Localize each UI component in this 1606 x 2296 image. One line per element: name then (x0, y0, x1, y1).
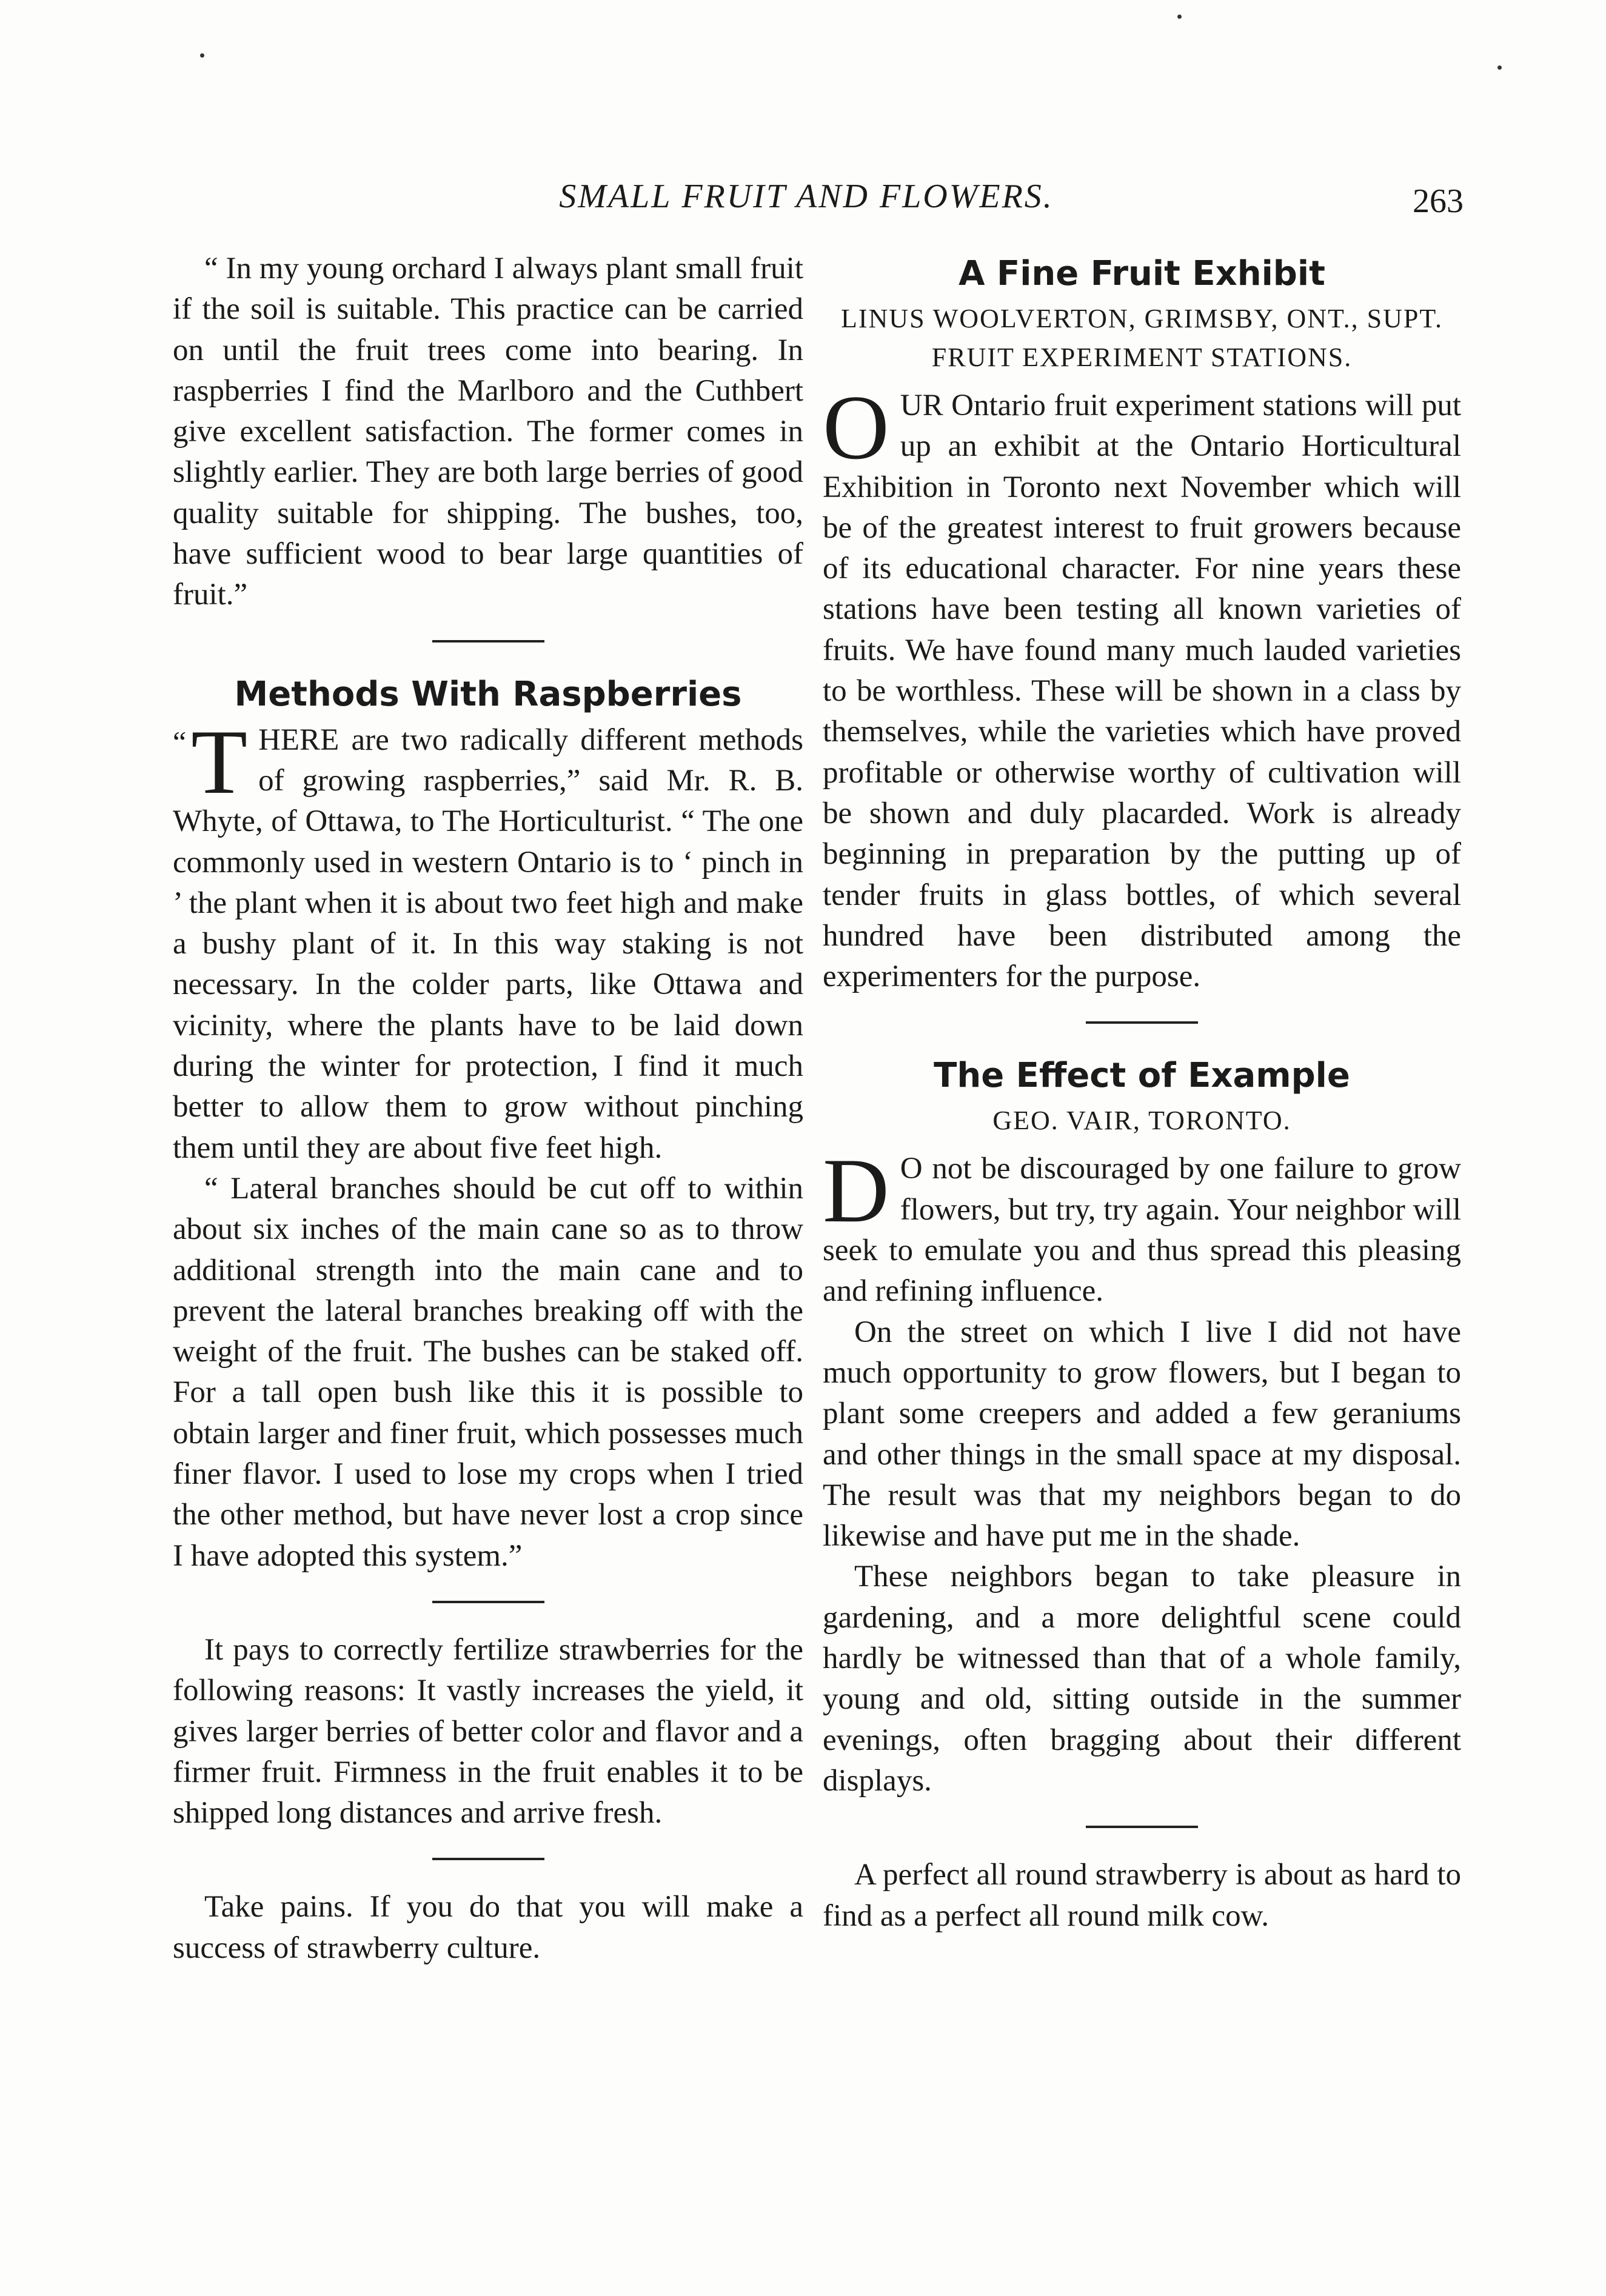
running-title: SMALL FRUIT AND FLOWERS. (559, 178, 1054, 215)
effect-of-example-paragraph-2: On the street on which I live I did not have much opportunity to grow flowers, but I began to plant some creepers and added a few geraniums and other things in the small space at my disposal. The result was that my neighbors began to do likewise and have put me in the shade. (823, 1315, 1461, 1553)
section-divider (1086, 1826, 1198, 1828)
section-divider (1086, 1021, 1198, 1024)
left-column (173, 249, 803, 1969)
fruit-exhibit-paragraph (823, 376, 1461, 997)
effect-of-example-heading: The Effect of Example (934, 1056, 1350, 1096)
fruit-exhibit-byline: LINUS WOOLVERTON, GRIMSBY, ONT., SUPT. (841, 304, 1443, 333)
raspberries-paragraph-2: “ Lateral branches should be cut off to within about six inches of the main cane so as to throw additional strength into the main cane and to prevent the lateral branches breaking off with the weight of the fruit. The bushes can be staked off. For a tall open bush like this it is possible to obtain larger and finer fruit, which possesses much finer flavor. I used to lose my crops when I tried the other method, but have never lost a crop since I have adopted this system.” (173, 1171, 803, 1573)
print-speck (200, 53, 204, 58)
raspberries-article (173, 669, 803, 1577)
fruit-exhibit-byline-2: FRUIT EXPERIMENT STATIONS. (931, 342, 1353, 372)
section-divider (432, 1858, 544, 1860)
opening-quote-mark: “ (173, 724, 187, 759)
raspberries-paragraph-1 (173, 710, 803, 1169)
drop-cap-letter: T (191, 710, 248, 813)
fruit-exhibit-heading: A Fine Fruit Exhibit (959, 254, 1325, 293)
effect-of-example-article (823, 1050, 1461, 1801)
take-pains-paragraph: Take pains. If you do that you will make a success of strawberry culture. (173, 1890, 803, 1965)
fruit-exhibit-article (823, 249, 1461, 997)
drop-cap-letter: O (823, 376, 889, 478)
effect-of-example-paragraph-1 (823, 1140, 1461, 1312)
page-number: 263 (1413, 182, 1464, 220)
fruit-exhibit-paragraph-text: UR Ontario fruit experiment stations will put up an exhibit at the Ontario Horticultural Exhibition in Toronto next November which will be of the greatest interest to fruit growers because of its educational character. For nine years these stations have been testing all known varieties of fruits. We have found many much lauded varieties to be worthless. These will be shown in a class by themselves, while the varieties which have proved profitable or otherwise worthy of cultivation will be shown and duly placarded. Work is already beginning in preparation by the putting up of tender fruits in glass bottles, of which several hundred have been distributed among the experimenters for the purpose. (823, 389, 1461, 994)
print-speck (1497, 65, 1502, 70)
section-divider (432, 1601, 544, 1603)
effect-of-example-byline: GEO. VAIR, TORONTO. (992, 1106, 1291, 1136)
effect-of-example-paragraph-1-text: O not be discouraged by one failure to grow flowers, but try, try again. Your neighbor will seek to emulate you and thus spread this pleasing and refining influence. (823, 1152, 1461, 1309)
print-speck (1177, 15, 1182, 19)
orchard-quote-paragraph: “ In my young orchard I always plant small fruit if the soil is suitable. This practice can be carried on until the fruit trees come into bearing. In raspberries I find the Marlboro and the Cuthbert give excellent satisfaction. The former comes in slightly earlier. They are both large berries of good quality suitable for shipping. The bushes, too, have sufficient wood to bear large quantities of fruit.” (173, 252, 803, 612)
fertilize-paragraph: It pays to correctly fertilize strawberries for the following reasons: It vastly increases the yield, it gives larger berries of better color and flavor and a firmer fruit. Firmness in the fruit enables it to be shipped long distances and arrive fresh. (173, 1632, 803, 1830)
strawberry-paragraph: A perfect all round strawberry is about as hard to find as a perfect all round milk cow. (823, 1858, 1461, 1933)
drop-cap-letter: D (823, 1140, 889, 1242)
raspberries-heading: Methods With Raspberries (234, 674, 742, 714)
right-column (823, 249, 1461, 1937)
effect-of-example-paragraph-3: These neighbors began to take pleasure in gardening, and a more delightful scene could hardly be witnessed than that of a whole family, young and old, sitting outside in the summer evenings, often bragging about their different displays. (823, 1560, 1461, 1798)
raspberries-paragraph-1-text: HERE are two radically different methods of growing raspberries,” said Mr. R. B. Whyte, of Ottawa, to The Horticulturist. “ The one commonly used in western Ontario is to ‘ pinch in ’ the plant when it is about two feet high and make a bushy plant of it. In this way staking is not necessary. In the colder parts, like Ottawa and vicinity, where the plants have to be laid down during the winter for protection, I find it much better to allow them to grow without pinching them until they are about five feet high. (173, 723, 803, 1165)
section-divider (432, 640, 544, 642)
